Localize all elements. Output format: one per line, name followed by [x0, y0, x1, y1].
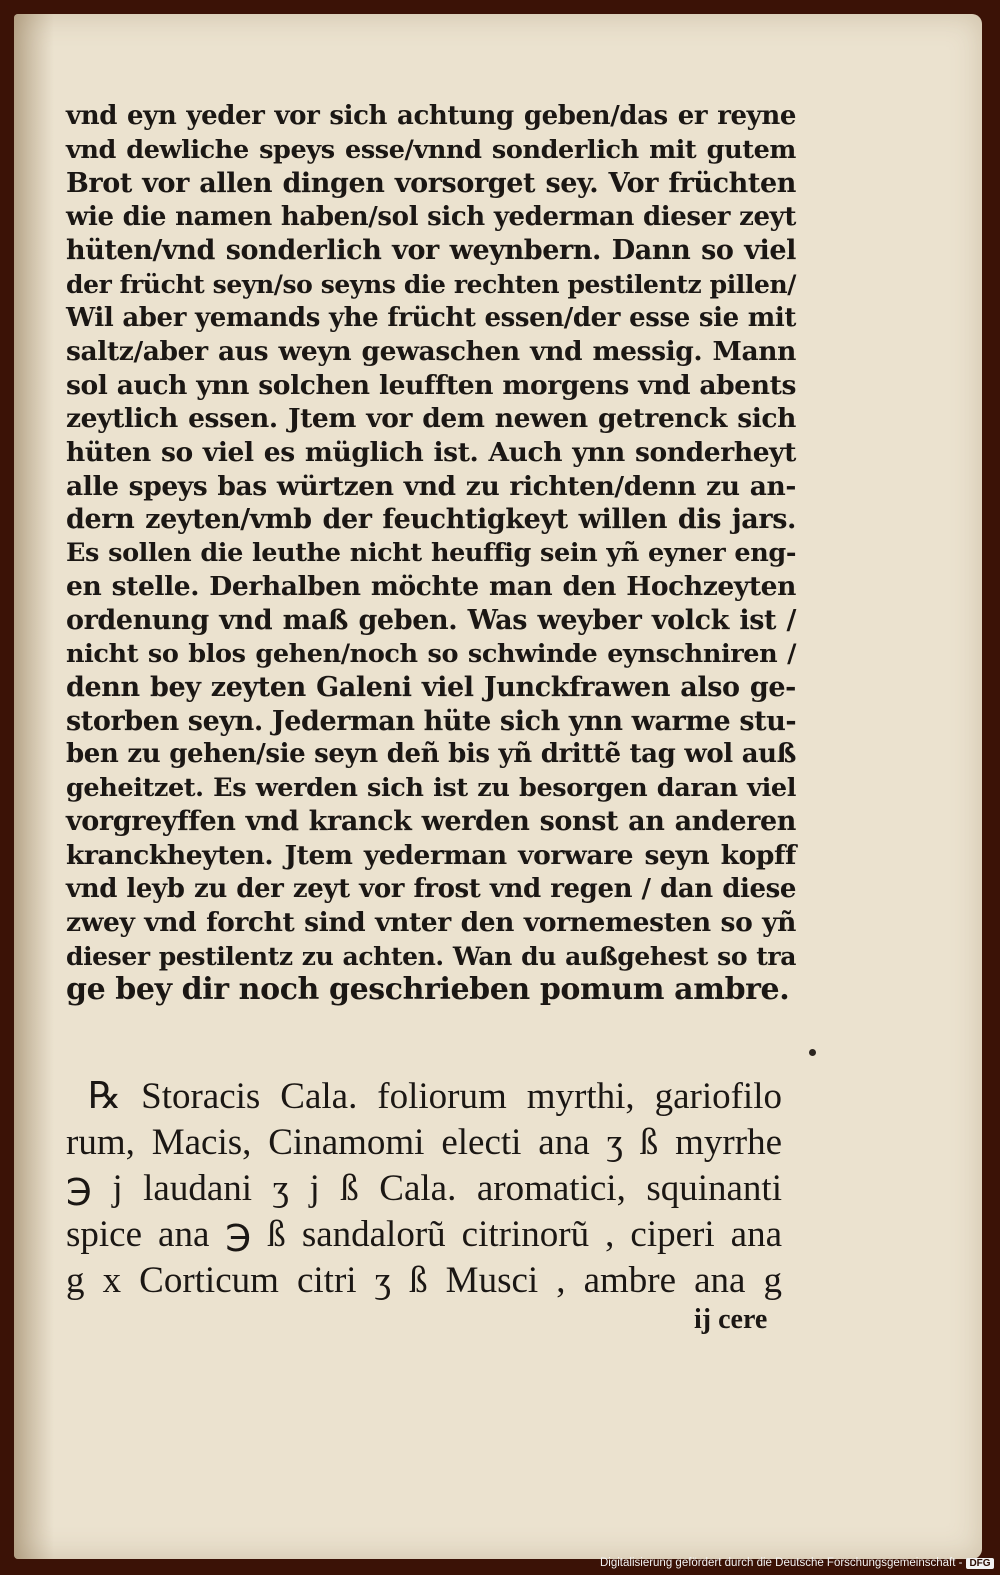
footer-text: Digitalisierung gefördert durch die Deutsche Forschungsgemeinschaft -	[600, 1557, 963, 1569]
recipe-line: ℈ j laudani ʒ j ß Cala. aromatici, squinanti	[66, 1168, 782, 1209]
text-line: dern zeyten/vmb der feuchtigkeyt willen dis jars.	[66, 504, 796, 536]
text-line: zeytlich essen. Jtem vor dem newen getrenck sich	[66, 403, 796, 435]
text-line: Wil aber yemands yhe frücht essen/der esse sie mit	[66, 302, 796, 333]
text-line: der frücht seyn/so seyns die rechten pestilentz pillen/	[66, 269, 796, 299]
catchword: ij cere	[694, 1304, 768, 1335]
text-line: ordenung vnd maß geben. Was weyber volck ist /	[66, 604, 796, 636]
blackletter-text-block	[66, 100, 796, 1007]
text-line: alle speys bas würtzen vnd zu richten/denn zu an-	[66, 470, 796, 502]
text-line: storben seyn. Jederman hüte sich ynn warme stu-	[66, 705, 797, 737]
text-line: vnd dewliche speys esse/vnnd sonderlich mit gutem	[66, 134, 796, 165]
recipe-line: rum, Macis, Cinamomi electi ana ʒ ß myrrhe	[66, 1122, 782, 1163]
text-line: ben zu gehen/sie seyn deñ bis yñ drittẽ tag wol auß	[66, 739, 796, 770]
text-line: vnd leyb zu der zeyt vor frost vnd regen / dan diese	[66, 873, 796, 904]
digitization-footer	[600, 1554, 994, 1572]
text-line: ge bey dir noch geschrieben pomum ambre.	[66, 972, 790, 1008]
text-line: hüten so viel es müglich ist. Auch ynn sonderheyt	[66, 436, 796, 468]
text-line: geheitzet. Es werden sich ist zu besorgen daran viel	[66, 772, 796, 803]
page-gutter-shadow	[14, 14, 54, 1559]
text-line: denn bey zeyten Galeni viel Junckfrawen also ge-	[66, 672, 796, 704]
text-line: vorgreyffen vnd kranck werden sonst an anderen	[66, 806, 796, 838]
book-page	[14, 14, 982, 1559]
recipe-line: spice ana ℈ ß sandalorũ citrinorũ , ciperi ana	[66, 1214, 782, 1255]
text-line: sol auch ynn solchen leufften morgens vnd abents	[66, 369, 796, 401]
text-line: vnd eyn yeder vor sich achtung geben/das er reyne	[66, 101, 796, 131]
text-line: saltz/aber aus weyn gewaschen vnd messig. Mann	[66, 336, 796, 368]
recipe-line: g x Corticum citri ʒ ß Musci , ambre ana g	[66, 1260, 782, 1301]
margin-dot	[809, 1049, 816, 1056]
text-line: en stelle. Derhalben möchte man den Hochzeyten	[66, 571, 796, 603]
text-line: kranckheyten. Jtem yederman vorware seyn kopff	[66, 840, 796, 872]
text-line: zwey vnd forcht sind vnter den vornemesten so yñ	[66, 907, 796, 939]
dfg-logo: DFG	[966, 1558, 993, 1569]
text-line: dieser pestilentz zu achten. Wan du außgehest so tra	[66, 941, 796, 971]
recipe-line: ℞ Storacis Cala. foliorum myrthi, gariofilo	[88, 1076, 782, 1117]
latin-recipe-block	[66, 1074, 782, 1304]
text-line: nicht so blos gehen/noch so schwinde eynschniren /	[66, 638, 796, 669]
text-line: Es sollen die leuthe nicht heuffig sein yñ eyner eng-	[66, 537, 796, 568]
text-line: wie die namen haben/sol sich yederman dieser zeyt	[66, 201, 796, 232]
text-line: Brot vor allen dingen vorsorget sey. Vor früchten	[66, 168, 796, 200]
text-line: hüten/vnd sonderlich vor weynbern. Dann so viel	[66, 235, 796, 267]
